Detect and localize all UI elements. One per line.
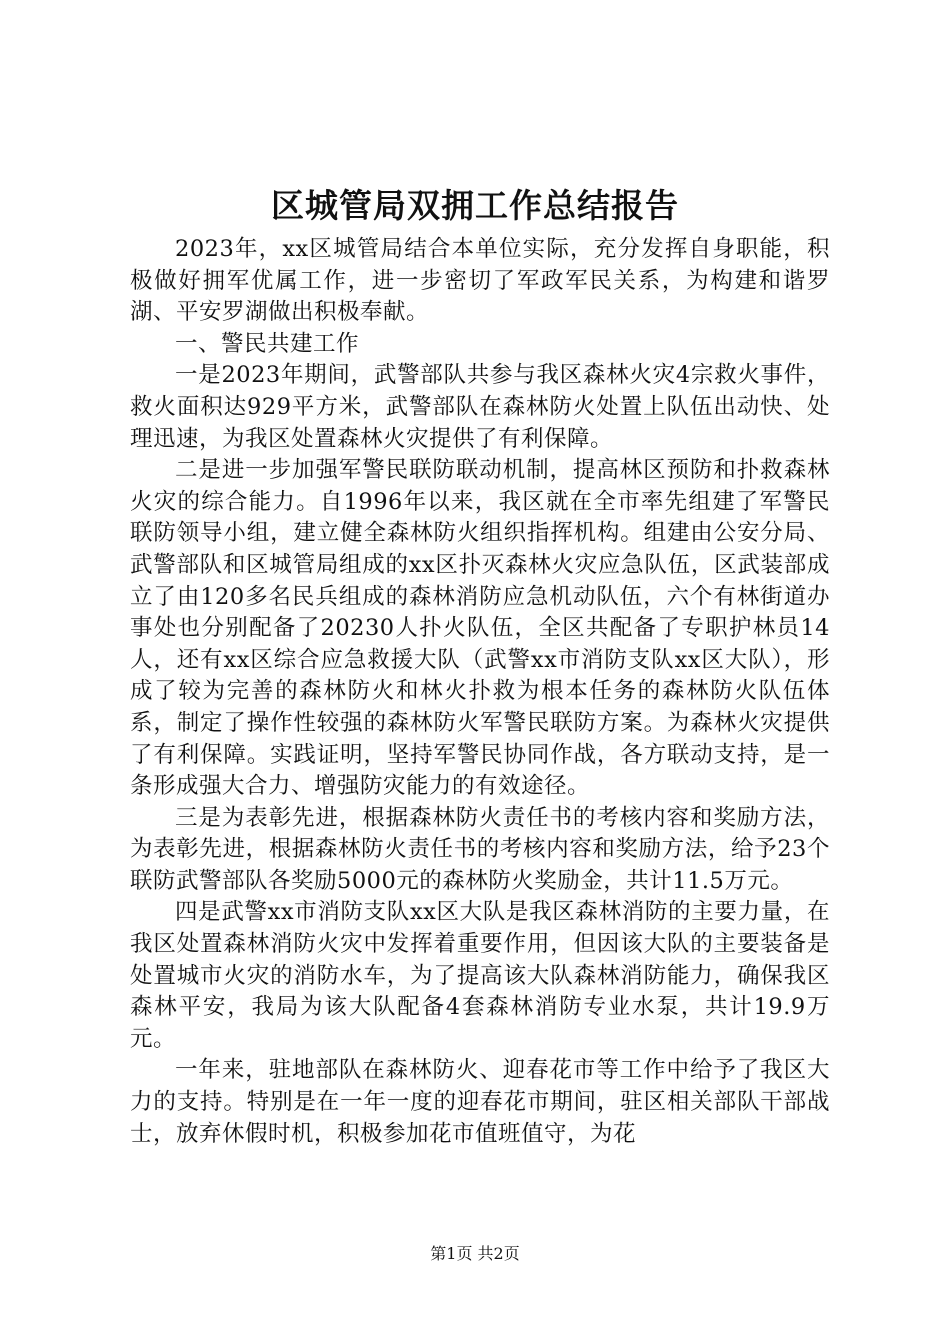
paragraph-item-2: 二是进一步加强军警民联防联动机制，提高林区预防和扑救森林火灾的综合能力。自1996年以来，我区就在全市率先组建了军警民联防领导小组，建立健全森林防火组织指挥机构。组建由公安分局、武警部队和区城管局组成的xx区扑灭森林火灾应急队伍，区武装部成立了由120多名民兵组成的森林消防应急机动队伍，六个有林街道办事处也分别配备了20230人扑火队伍，全区共配备了专职护林员14人，还有xx区综合应急救援大队（武警xx市消防支队xx区大队），形成了较为完善的森林防火和林火扑救为根本任务的森林防火队伍体系，制定了操作性较强的森林防火军警民联防方案。为森林火灾提供了有利保障。实践证明，坚持军警民协同作战，各方联动支持，是一条形成强大合力、增强防灾能力的有效途径。 bbox=[130, 457, 830, 800]
paragraph-summary: 一年来，驻地部队在森林防火、迎春花市等工作中给予了我区大力的支持。特别是在一年一度的迎春花市期间，驻区相关部队干部战士，放弃休假时机，积极参加花市值班值守，为花 bbox=[130, 1057, 830, 1147]
section-heading: 一、警民共建工作 bbox=[175, 330, 360, 357]
paragraph-item-3: 三是为表彰先进，根据森林防火责任书的考核内容和奖励方法，为表彰先进，根据森林防火责任书的考核内容和奖励方法，给予23个联防武警部队各奖励5000元的森林防火奖励金，共计11.5万元。 bbox=[130, 804, 830, 894]
document-title: 区城管局双拥工作总结报告 bbox=[271, 186, 679, 225]
paragraph-item-1: 一是2023年期间，武警部队共参与我区森林火灾4宗救火事件，救火面积达929平方米，武警部队在森林防火处置上队伍出动快、处理迅速，为我区处置森林火灾提供了有利保障。 bbox=[130, 362, 830, 452]
paragraph-item-4: 四是武警xx市消防支队xx区大队是我区森林消防的主要力量，在我区处置森林消防火灾中发挥着重要作用，但因该大队的主要装备是处置城市火灾的消防水车，为了提高该大队森林消防能力，确保我区森林平安，我局为该大队配备4套森林消防专业水泵，共计19.9万元。 bbox=[130, 899, 830, 1052]
paragraph-intro: 2023年，xx区城管局结合本单位实际，充分发挥自身职能，积极做好拥军优属工作，进一步密切了军政军民关系，为构建和谐罗湖、平安罗湖做出积极奉献。 bbox=[130, 236, 830, 326]
page-number-footer: 第1页 共2页 bbox=[430, 1244, 520, 1263]
document-body bbox=[130, 234, 830, 1150]
